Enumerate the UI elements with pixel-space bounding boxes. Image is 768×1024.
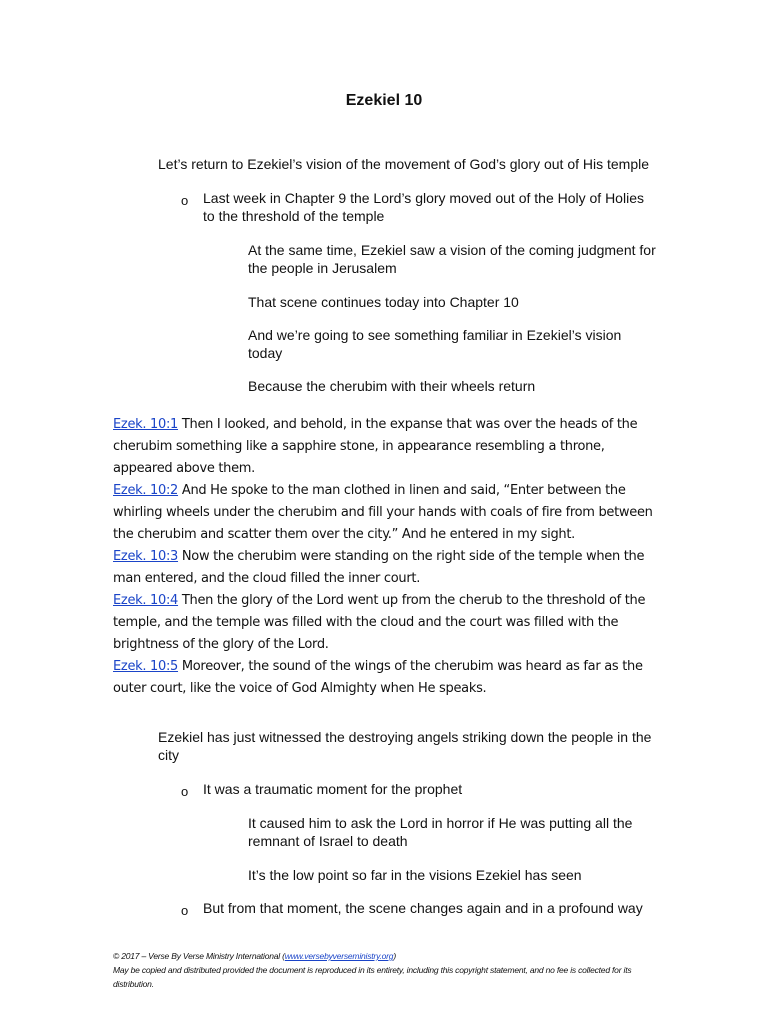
bullet-marker: o xyxy=(181,784,189,799)
bullet-marker: o xyxy=(181,903,189,918)
sub-item: And we’re going to see something familiar in Ezekiel’s vision today xyxy=(248,327,622,361)
copyright-footer xyxy=(113,949,673,991)
sub-item: Because the cherubim with their wheels return xyxy=(248,378,536,394)
verse-text: Then the glory of the Lord went up from the cherub to the threshold of the temple, and the temple was filled with the cloud and the court was filled with the brightness of the glory of the Lord. xyxy=(113,593,646,652)
verse-text: Now the cherubim were standing on the right side of the temple when the man entered, and the cloud filled the inner court. xyxy=(113,549,645,586)
verse xyxy=(113,590,658,656)
verse-reference-link[interactable]: Ezek. 10:4 xyxy=(113,593,179,608)
bullet-item: But from that moment, the scene changes again and in a profound way xyxy=(203,900,643,916)
page-title: Ezekiel 10 xyxy=(345,92,423,109)
verse xyxy=(113,546,658,590)
body-paragraph: Ezekiel has just witnessed the destroying angels striking down the people in the city xyxy=(158,729,652,763)
verse-text: Then I looked, and behold, in the expanse that was over the heads of the cherubim something like a sapphire stone, in appearance resembling a throne, appeared above them. xyxy=(113,417,638,476)
verse xyxy=(113,656,658,700)
verse-text: Moreover, the sound of the wings of the cherubim was heard as far as the outer court, like the voice of God Almighty when He speaks. xyxy=(113,659,643,696)
intro-paragraph: Let’s return to Ezekiel’s vision of the movement of God’s glory out of His temple xyxy=(158,156,650,172)
sub-item: That scene continues today into Chapter 10 xyxy=(248,294,519,310)
bullet-marker: o xyxy=(181,193,189,208)
copyright-line xyxy=(113,949,673,963)
sub-item: It caused him to ask the Lord in horror if He was putting all the remnant of Israel to death xyxy=(248,815,633,849)
distribution-notice: May be copied and distributed provided the document is reproduced in its entirety, including this copyright statement, and no fee is collected for its distribution. xyxy=(113,965,632,989)
copyright-text-end: ) xyxy=(393,951,396,961)
verse-text: And He spoke to the man clothed in linen and said, “Enter between the whirling wheels under the cherubim and fill your hands with coals of fire from between the cherubim and scatter them over the city.” And he entered in my sight. xyxy=(113,483,653,542)
ministry-website-link[interactable]: www.versebyverseministry.org xyxy=(284,951,394,961)
bullet-item: It was a traumatic moment for the prophet xyxy=(203,781,463,797)
verse-reference-link[interactable]: Ezek. 10:1 xyxy=(113,417,179,432)
copyright-text: © 2017 – Verse By Verse Ministry International ( xyxy=(113,951,285,961)
verse xyxy=(113,480,658,546)
sub-item: At the same time, Ezekiel saw a vision of the coming judgment for the people in Jerusalem xyxy=(248,242,656,276)
verse-reference-link[interactable]: Ezek. 10:2 xyxy=(113,483,179,498)
verse xyxy=(113,414,658,480)
verse-reference-link[interactable]: Ezek. 10:5 xyxy=(113,659,179,674)
sub-item: It’s the low point so far in the visions Ezekiel has seen xyxy=(248,867,582,883)
bullet-item: Last week in Chapter 9 the Lord’s glory moved out of the Holy of Holies to the threshold of the temple xyxy=(203,190,644,224)
verse-reference-link[interactable]: Ezek. 10:3 xyxy=(113,549,179,564)
scripture-passage xyxy=(113,414,658,700)
